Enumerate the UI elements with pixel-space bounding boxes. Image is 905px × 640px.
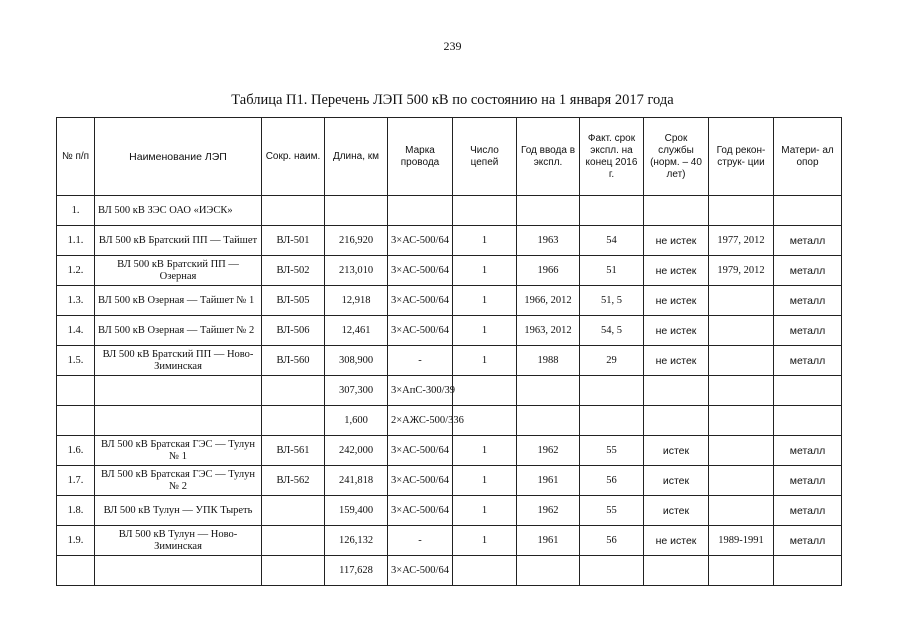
cell-wire: 3×АС-500/64 [388,466,453,496]
cell-wire: 3×АС-500/64 [388,226,453,256]
header-fact: Факт. срок экспл. на конец 2016 г. [580,118,644,196]
table-row [57,226,842,256]
cell-recon: 1977, 2012 [709,226,774,256]
cell-material: металл [774,286,842,316]
cell-recon: 1979, 2012 [709,256,774,286]
cell-circuits: 1 [453,346,517,376]
cell-length: 117,628 [325,556,388,586]
cell-life: не истек [644,286,709,316]
cell-recon [709,436,774,466]
cell-short: ВЛ-506 [262,316,325,346]
cell-short: ВЛ-505 [262,286,325,316]
header-material: Матери- ал опор [774,118,842,196]
cell-fact: 56 [580,526,644,556]
cell-wire: 3×АпС-300/39 [388,376,453,406]
cell-wire: 3×АС-500/64 [388,316,453,346]
cell-wire: 3×АС-500/64 [388,496,453,526]
cell-life [644,406,709,436]
cell-wire: - [388,526,453,556]
cell-material: металл [774,496,842,526]
cell-year: 1963, 2012 [517,316,580,346]
cell-year [517,556,580,586]
cell-length: 242,000 [325,436,388,466]
cell-wire: 2×АЖС-500/336 [388,406,453,436]
cell-fact [580,196,644,226]
cell-recon [709,376,774,406]
cell-fact: 54 [580,226,644,256]
cell-material [774,376,842,406]
cell-life: не истек [644,526,709,556]
cell-recon [709,406,774,436]
cell-year [517,376,580,406]
cell-year: 1966 [517,256,580,286]
table-body [57,196,842,586]
cell-wire: 3×АС-500/64 [388,286,453,316]
cell-circuits [453,556,517,586]
cell-num: 1.8. [57,496,95,526]
cell-short [262,526,325,556]
cell-fact: 56 [580,466,644,496]
cell-name: ВЛ 500 кВ Озерная — Тайшет № 1 [95,286,262,316]
cell-year: 1966, 2012 [517,286,580,316]
cell-fact: 54, 5 [580,316,644,346]
cell-material: металл [774,256,842,286]
cell-short: ВЛ-560 [262,346,325,376]
cell-circuits: 1 [453,526,517,556]
cell-circuits: 1 [453,466,517,496]
cell-material: металл [774,346,842,376]
table-row [57,196,842,226]
cell-recon [709,196,774,226]
lep-table [56,117,842,586]
header-length: Длина, км [325,118,388,196]
cell-length: 308,900 [325,346,388,376]
cell-fact [580,556,644,586]
cell-year: 1962 [517,496,580,526]
cell-fact [580,376,644,406]
cell-name: ВЛ 500 кВ Братская ГЭС — Тулун № 1 [95,436,262,466]
cell-num: 1.7. [57,466,95,496]
cell-name: ВЛ 500 кВ Тулун — Ново-Зиминская [95,526,262,556]
table-row [57,406,842,436]
cell-short: ВЛ-502 [262,256,325,286]
cell-short [262,196,325,226]
cell-life: не истек [644,256,709,286]
cell-wire: 3×АС-500/64 [388,436,453,466]
header-num: № п/п [57,118,95,196]
cell-year: 1961 [517,526,580,556]
cell-circuits: 1 [453,436,517,466]
cell-num: 1.1. [57,226,95,256]
cell-length: 159,400 [325,496,388,526]
cell-life: истек [644,466,709,496]
cell-circuits [453,196,517,226]
header-short: Сокр. наим. [262,118,325,196]
cell-length: 1,600 [325,406,388,436]
cell-circuits: 1 [453,496,517,526]
table-row [57,466,842,496]
table-title: Таблица П1. Перечень ЛЭП 500 кВ по состоянию на 1 января 2017 года [231,92,674,108]
cell-fact: 51, 5 [580,286,644,316]
cell-name [95,556,262,586]
table-row [57,526,842,556]
cell-circuits: 1 [453,316,517,346]
cell-name: ВЛ 500 кВ Братский ПП — Тайшет [95,226,262,256]
cell-short [262,406,325,436]
header-circuits: Число цепей [453,118,517,196]
cell-short: ВЛ-501 [262,226,325,256]
table-row [57,436,842,466]
cell-short [262,496,325,526]
cell-life [644,196,709,226]
cell-length: 12,461 [325,316,388,346]
cell-year: 1962 [517,436,580,466]
cell-recon [709,466,774,496]
cell-year: 1961 [517,466,580,496]
cell-life [644,556,709,586]
cell-recon [709,286,774,316]
cell-circuits: 1 [453,286,517,316]
cell-material: металл [774,526,842,556]
cell-name: ВЛ 500 кВ ЗЭС ОАО «ИЭСК» [95,196,262,226]
cell-name [95,406,262,436]
cell-year [517,196,580,226]
cell-length [325,196,388,226]
cell-name: ВЛ 500 кВ Братский ПП — Ново-Зиминская [95,346,262,376]
cell-life: истек [644,496,709,526]
cell-num: 1.5. [57,346,95,376]
table-row [57,256,842,286]
cell-fact: 51 [580,256,644,286]
cell-num [57,556,95,586]
cell-life: не истек [644,226,709,256]
cell-fact [580,406,644,436]
header-year: Год ввода в экспл. [517,118,580,196]
cell-name: ВЛ 500 кВ Тулун — УПК Тыреть [95,496,262,526]
cell-life: не истек [644,316,709,346]
cell-circuits: 1 [453,226,517,256]
header-recon: Год рекон- струк- ции [709,118,774,196]
cell-life: истек [644,436,709,466]
cell-wire [388,196,453,226]
cell-length: 126,132 [325,526,388,556]
cell-length: 213,010 [325,256,388,286]
cell-recon [709,316,774,346]
cell-num: 1.4. [57,316,95,346]
header-wire: Марка провода [388,118,453,196]
cell-name [95,376,262,406]
cell-life: не истек [644,346,709,376]
cell-year: 1963 [517,226,580,256]
header-name: Наименование ЛЭП [95,118,262,196]
cell-fact: 29 [580,346,644,376]
cell-name: ВЛ 500 кВ Братская ГЭС — Тулун № 2 [95,466,262,496]
table-row [57,346,842,376]
cell-material: металл [774,436,842,466]
cell-num: 1.6. [57,436,95,466]
page-number: 239 [443,39,462,53]
cell-wire: - [388,346,453,376]
table-row [57,556,842,586]
cell-circuits [453,376,517,406]
cell-fact: 55 [580,436,644,466]
cell-num: 1.9. [57,526,95,556]
cell-short [262,556,325,586]
table-row [57,286,842,316]
cell-material [774,556,842,586]
cell-name: ВЛ 500 кВ Братский ПП — Озерная [95,256,262,286]
cell-num: 1.3. [57,286,95,316]
table-row [57,496,842,526]
cell-material: металл [774,226,842,256]
cell-recon [709,346,774,376]
cell-material: металл [774,316,842,346]
cell-short: ВЛ-561 [262,436,325,466]
cell-material [774,406,842,436]
cell-fact: 55 [580,496,644,526]
cell-wire: 3×АС-500/64 [388,256,453,286]
cell-length: 12,918 [325,286,388,316]
cell-length: 216,920 [325,226,388,256]
cell-circuits: 1 [453,256,517,286]
cell-year: 1988 [517,346,580,376]
cell-name: ВЛ 500 кВ Озерная — Тайшет № 2 [95,316,262,346]
table-header-row [57,118,842,196]
table-row [57,316,842,346]
cell-short [262,376,325,406]
cell-num [57,406,95,436]
cell-wire: 3×АС-500/64 [388,556,453,586]
cell-num: 1.2. [57,256,95,286]
cell-length: 241,818 [325,466,388,496]
cell-year [517,406,580,436]
cell-recon [709,496,774,526]
header-life: Срок службы (норм. – 40 лет) [644,118,709,196]
cell-num: 1. [57,196,95,226]
cell-life [644,376,709,406]
cell-length: 307,300 [325,376,388,406]
cell-material [774,196,842,226]
cell-short: ВЛ-562 [262,466,325,496]
cell-recon [709,556,774,586]
cell-material: металл [774,466,842,496]
table-row [57,376,842,406]
cell-recon: 1989-1991 [709,526,774,556]
cell-num [57,376,95,406]
